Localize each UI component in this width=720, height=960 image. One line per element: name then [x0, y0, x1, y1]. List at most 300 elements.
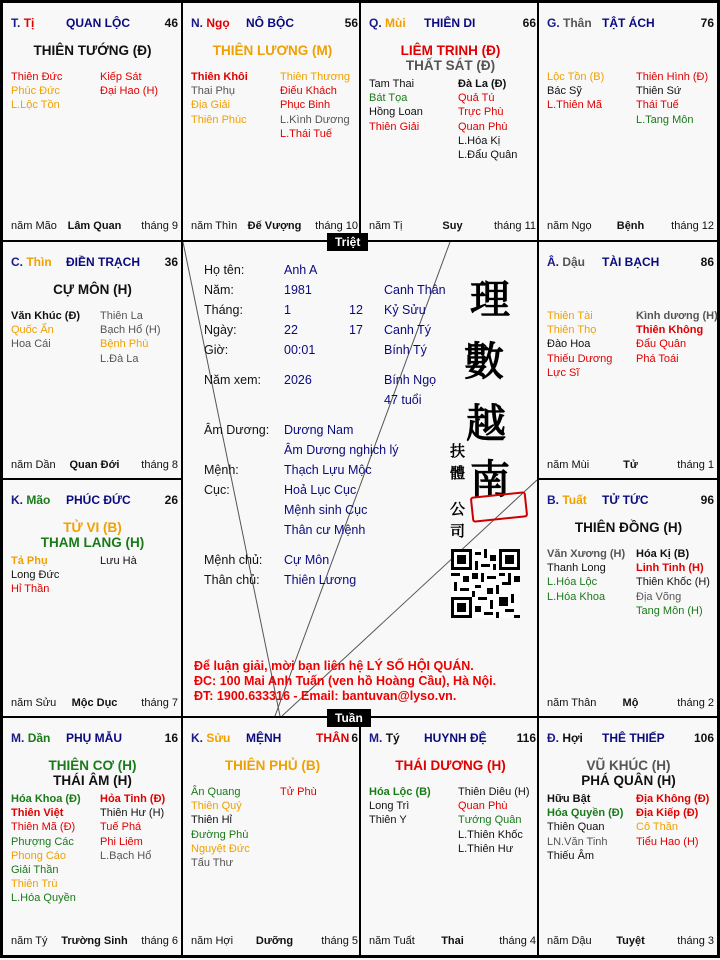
contact-block [194, 659, 496, 704]
tuan-tag: Tuần [327, 709, 371, 727]
palace-header [369, 731, 536, 747]
palace-footer [191, 220, 358, 234]
branch-label [11, 255, 52, 269]
minor-star: Ân Quang [191, 786, 241, 798]
main-stars [539, 758, 718, 788]
palace-header [11, 493, 178, 509]
minor-star: Quan Phù [458, 800, 508, 813]
minor-star: Tả Phụ [11, 555, 48, 567]
minor-star: Giải Thần [11, 864, 59, 877]
seal-char-3: 公 [450, 500, 466, 518]
main-star: CỰ MÔN (H) [53, 282, 132, 297]
palace-footer [11, 935, 178, 949]
minor-star: Hỉ Thần [11, 583, 50, 596]
minor-star: Đẩu Quân [636, 338, 687, 351]
minor-star: Thai Phụ [191, 85, 236, 98]
contact-line-1: Để luận giải, mời bạn liên hệ LÝ SỐ HỘI QUÁN. [194, 659, 474, 673]
month-label: tháng 8 [141, 459, 178, 471]
branch-name: Dậu [562, 255, 586, 269]
palace-name: MỆNH [246, 731, 282, 745]
main-star: THÁI DƯƠNG (H) [395, 758, 506, 773]
minor-star: Thiên Trù [11, 878, 58, 891]
main-star: TỬ VI (B) [63, 520, 122, 535]
minor-star: Đại Hao (H) [100, 85, 159, 98]
main-star: THÁI ÂM (H) [53, 773, 132, 788]
branch-stem: B. [547, 493, 559, 507]
minor-star: Lưu Hà [100, 555, 137, 567]
minor-star: Trực Phù [458, 106, 504, 119]
menh-chu-value: Cự Môn [284, 553, 330, 567]
branch-stem: T. [11, 16, 21, 30]
calligraphy-char-4: 南 [470, 456, 510, 503]
palace-name: ĐIỀN TRẠCH [66, 255, 140, 269]
branch-label [547, 731, 583, 745]
minor-star: Văn Xương (H) [547, 548, 626, 560]
than-chu-label: Thân chủ: [204, 573, 260, 587]
minor-star: L.Hóa Quyền [11, 892, 76, 905]
minor-star: Tử Phù [280, 786, 317, 798]
age-number: 16 [164, 731, 178, 745]
menh-value: Thạch Lựu Mộc [284, 463, 372, 477]
palace-header [547, 731, 714, 747]
nam-xem-label: Năm xem: [204, 373, 261, 387]
branch-label [11, 16, 34, 30]
minor-star: Hữu Bật [547, 793, 591, 805]
minor-star: Thiên La [100, 310, 143, 322]
palace-footer [547, 459, 714, 473]
minor-star: Lộc Tồn (B) [547, 71, 605, 83]
minor-stars-left [11, 792, 81, 906]
palace-cell[interactable] [183, 3, 362, 240]
minor-star: Thiên Mã (Đ) [11, 821, 76, 834]
minor-star: L.Hóa Khoa [547, 590, 606, 603]
branch-label [191, 16, 230, 30]
minor-star: Thiên Hư (H) [100, 807, 165, 820]
minor-star: Linh Tinh (H) [636, 562, 704, 575]
palace-name: NÔ BỘC [246, 16, 294, 30]
palace-cell[interactable] [539, 242, 718, 479]
minor-star: Thiên Việt [11, 807, 64, 820]
ngay-duong-value: 17 [349, 323, 363, 337]
minor-stars-left [547, 70, 604, 113]
palace-cell[interactable] [3, 3, 182, 240]
minor-star: L.Thái Tuế [280, 127, 332, 140]
minor-star: Phong Cáo [11, 849, 67, 862]
main-star: THẤT SÁT (Đ) [405, 58, 496, 73]
palace-header [191, 731, 358, 747]
thang-am-value: 1 [284, 303, 291, 317]
minor-stars-left [11, 554, 59, 597]
minor-star: L.Kình Dương [280, 113, 350, 126]
minor-star: Đà La (Đ) [458, 78, 507, 90]
nam-can-value: Canh Thân [384, 283, 446, 297]
minor-stars-right [100, 70, 158, 98]
palace-header [11, 731, 178, 747]
palace-footer [547, 697, 714, 711]
branch-label [11, 493, 50, 507]
nam-label: Năm: [204, 283, 234, 297]
gio-label: Giờ: [204, 343, 229, 357]
minor-stars-right [280, 785, 317, 799]
branch-label [369, 731, 400, 745]
palace-cell[interactable] [361, 718, 540, 955]
minor-stars-left [547, 547, 625, 604]
main-star: THIÊN CƠ (H) [48, 758, 137, 773]
minor-star: Nguyệt Đức [191, 842, 250, 855]
palace-footer [547, 220, 714, 234]
am-duong-label: Âm Dương: [204, 423, 270, 437]
minor-stars-right [100, 792, 165, 863]
minor-star: Thiên Thương [280, 71, 351, 83]
palace-cell[interactable] [539, 480, 718, 717]
minor-star: Tiểu Hao (H) [636, 835, 699, 848]
minor-stars-left [191, 70, 248, 127]
main-stars [361, 43, 540, 73]
branch-stem: Đ. [547, 731, 559, 745]
minor-star: Đường Phù [191, 828, 249, 841]
minor-star: Cô Thần [636, 821, 678, 834]
palace-name-2: THÂN [316, 731, 350, 745]
minor-stars-left [369, 785, 431, 828]
calligraphy-char-3: 越 [466, 400, 506, 447]
minor-star: Thiên Khốc (H) [636, 576, 710, 589]
branch-name: Mùi [385, 16, 406, 30]
year-label: năm Sửu [11, 697, 57, 709]
minor-star: Điếu Khách [280, 85, 337, 98]
phase-label: Quan Đới [69, 459, 120, 471]
branch-stem: K. [191, 731, 203, 745]
thang-duong-value: 12 [349, 303, 363, 317]
branch-label [369, 16, 406, 30]
minor-stars-right [458, 77, 517, 162]
minor-star: L.Tang Môn [636, 113, 694, 126]
minor-star: Thiếu Dương [547, 352, 613, 365]
year-label: năm Mão [11, 220, 57, 232]
age-number: 56 [344, 16, 358, 30]
month-label: tháng 6 [141, 935, 178, 947]
month-label: tháng 4 [499, 935, 536, 947]
branch-label [191, 731, 230, 745]
phase-label: Suy [442, 220, 463, 232]
minor-star: Long Đức [11, 569, 60, 582]
month-label: tháng 7 [141, 697, 178, 709]
main-stars [3, 758, 182, 788]
qr-code[interactable] [451, 549, 520, 618]
palace-header [547, 255, 714, 271]
palace-footer [191, 935, 358, 949]
palace-cell[interactable] [539, 3, 718, 240]
minor-star: L.Bạch Hổ [100, 849, 152, 862]
minor-star: Hóa Kị (B) [636, 548, 690, 560]
minor-star: Thiên Thọ [547, 324, 597, 337]
phase-label: Bệnh [616, 220, 645, 232]
palace-header [547, 493, 714, 509]
am-duong-value-1: Dương Nam [284, 423, 354, 437]
palace-cell[interactable] [183, 718, 362, 955]
minor-star: Bạch Hổ (H) [100, 324, 161, 337]
thang-can-value: Kỷ Sửu [384, 303, 426, 317]
cuc-label: Cục: [204, 483, 230, 497]
palace-header [369, 16, 536, 32]
palace-cell[interactable] [3, 718, 182, 955]
minor-star: Phá Toái [636, 352, 679, 365]
minor-stars-right [100, 309, 161, 366]
minor-star: Phúc Đức [11, 85, 60, 98]
minor-star: Kiếp Sát [100, 71, 142, 83]
minor-star: Phục Binh [280, 99, 331, 112]
month-label: tháng 10 [315, 220, 358, 232]
minor-star: Thiên Khôi [191, 71, 248, 83]
ngay-am-value: 22 [284, 323, 298, 337]
tuoi-value: 47 tuổi [384, 393, 422, 407]
phase-label: Thai [441, 935, 464, 947]
minor-star: Lực Sĩ [547, 366, 580, 379]
minor-star: L.Hóa Kị [458, 134, 501, 147]
phase-label: Tuyệt [616, 935, 645, 947]
palace-name: TỬ TỨC [602, 493, 649, 507]
branch-stem: C. [11, 255, 23, 269]
contact-line-3[interactable]: ĐT: 1900.633316 - Email: bantuvan@lyso.vn. [194, 689, 457, 703]
age-number: 76 [700, 16, 714, 30]
minor-star: Quan Phù [458, 120, 508, 133]
palace-name: HUYNH ĐỆ [424, 731, 487, 745]
minor-star: Hoa Cái [11, 338, 51, 351]
main-star: THIÊN PHỦ (B) [224, 758, 321, 773]
minor-star: Địa Võng [636, 590, 682, 603]
ho-ten-value: Anh A [284, 263, 318, 277]
branch-stem: M. [369, 731, 383, 745]
branch-label [11, 731, 50, 745]
main-star: THIÊN TƯỚNG (Đ) [33, 43, 152, 58]
minor-star: Quốc Ấn [11, 324, 54, 337]
branch-stem: K. [11, 493, 23, 507]
main-stars [3, 43, 182, 58]
year-label: năm Thìn [191, 220, 238, 232]
minor-star: Hóa Quyền (Đ) [547, 807, 624, 820]
nam-xem-can-value: Bính Ngọ [384, 373, 437, 387]
minor-star: Thanh Long [547, 562, 606, 575]
branch-stem: Â. [547, 255, 559, 269]
minor-star: Thiên Đức [11, 71, 63, 83]
branch-stem: N. [191, 16, 203, 30]
month-label: tháng 1 [677, 459, 714, 471]
minor-star: Tuế Phá [100, 821, 142, 834]
minor-star: Thiên Diêu (H) [458, 786, 530, 798]
year-label: năm Dần [11, 459, 56, 471]
gio-can-value: Bính Tý [384, 343, 427, 357]
minor-star: Thiên Giải [369, 120, 420, 133]
palace-footer [11, 459, 178, 473]
branch-name: Tuất [562, 493, 587, 507]
age-number: 36 [164, 255, 178, 269]
age-number: 6 [351, 731, 358, 745]
palace-name: TẬT ÁCH [602, 16, 655, 30]
palace-header [547, 16, 714, 32]
phase-label: Mộc Dục [71, 697, 118, 709]
cuc-value-2: Mệnh sinh Cục [284, 503, 368, 517]
age-number: 96 [700, 493, 714, 507]
branch-name: Tý [385, 731, 400, 745]
month-label: tháng 9 [141, 220, 178, 232]
minor-stars-right [636, 792, 709, 849]
palace-footer [369, 935, 536, 949]
minor-star: Thái Tuế [636, 99, 679, 112]
palace-footer [11, 220, 178, 234]
minor-star: Hồng Loan [369, 106, 423, 119]
minor-star: Thiên Quý [191, 800, 242, 813]
branch-name: Thìn [26, 255, 52, 269]
minor-star: Bác Sỹ [547, 85, 582, 98]
year-label: năm Thân [547, 697, 597, 709]
minor-star: Văn Khúc (Đ) [11, 310, 81, 322]
ngay-label: Ngày: [204, 323, 237, 337]
minor-star: Địa Không (Đ) [636, 793, 710, 805]
minor-star: Tam Thai [369, 78, 415, 90]
minor-star: Thiên Y [369, 814, 407, 827]
year-label: năm Hợi [191, 935, 234, 947]
phase-label: Tử [623, 459, 638, 471]
triet-tag: Triệt [327, 233, 368, 251]
palace-cell[interactable] [361, 3, 540, 240]
minor-stars-left [547, 792, 623, 863]
cuc-value-1: Hoả Lục Cục [284, 483, 357, 497]
branch-name: Hợi [562, 731, 583, 745]
thang-label: Tháng: [204, 303, 243, 317]
phase-label: Trường Sinh [61, 935, 128, 947]
minor-star: Phượng Các [11, 835, 74, 848]
month-label: tháng 2 [677, 697, 714, 709]
palace-footer [547, 935, 714, 949]
main-stars [183, 758, 362, 773]
palace-name: PHỤ MẪU [66, 731, 122, 745]
minor-star: Bát Tọa [369, 92, 408, 105]
minor-star: LN.Văn Tinh [547, 835, 608, 848]
branch-name: Sửu [206, 731, 231, 745]
palace-header [191, 16, 358, 32]
minor-star: Tướng Quân [458, 814, 522, 827]
palace-header [11, 255, 178, 271]
minor-star: Địa Kiếp (Đ) [636, 807, 699, 820]
than-chu-value: Thiên Lương [284, 573, 357, 587]
palace-cell[interactable] [3, 242, 182, 479]
minor-stars-right [636, 309, 718, 366]
year-label: năm Mùi [547, 459, 590, 471]
year-label: năm Dậu [547, 935, 592, 947]
minor-star: Tang Môn (H) [636, 604, 703, 617]
minor-star: Thiên Tài [547, 310, 593, 322]
age-number: 46 [164, 16, 178, 30]
minor-star: Tấu Thư [191, 857, 234, 870]
branch-label [547, 16, 592, 30]
minor-star: Thiên Không [636, 324, 704, 337]
main-star: VŨ KHÚC (H) [586, 758, 671, 773]
year-label: năm Tuất [369, 935, 415, 947]
branch-name: Dần [27, 731, 51, 745]
minor-star: Thiếu Âm [547, 849, 595, 862]
branch-stem: Q. [369, 16, 382, 30]
age-number: 86 [700, 255, 714, 269]
minor-stars-right [636, 547, 710, 618]
phase-label: Đế Vượng [247, 220, 302, 232]
branch-name: Tị [23, 16, 35, 30]
nam-xem-value: 2026 [284, 373, 312, 387]
main-stars [183, 43, 362, 58]
minor-star: Thiên Phúc [191, 113, 247, 126]
main-star: THAM LANG (H) [40, 535, 145, 550]
minor-stars-left [547, 309, 612, 380]
year-label: năm Ngọ [547, 220, 592, 232]
month-label: tháng 12 [671, 220, 714, 232]
branch-stem: M. [11, 731, 25, 745]
palace-footer [11, 697, 178, 711]
minor-star: Quả Tú [458, 92, 495, 105]
branch-name: Thân [563, 16, 592, 30]
palace-footer [369, 220, 536, 234]
month-label: tháng 5 [321, 935, 358, 947]
branch-label [547, 493, 587, 507]
palace-name: THÊ THIẾP [602, 731, 665, 745]
seal-char-4: 司 [450, 522, 466, 540]
minor-star: Phi Liêm [100, 835, 143, 848]
minor-stars-right [458, 785, 530, 856]
month-label: tháng 11 [493, 220, 536, 232]
minor-star: Hỏa Tinh (Đ) [100, 793, 166, 805]
branch-name: Ngọ [206, 16, 230, 30]
ngay-can-value: Canh Tý [384, 323, 432, 337]
minor-star: Kình dương (H) [636, 310, 718, 322]
calligraphy-char-2: 數 [464, 338, 504, 385]
palace-cell[interactable] [539, 718, 718, 955]
age-number: 26 [164, 493, 178, 507]
menh-chu-label: Mệnh chủ: [204, 553, 263, 567]
phase-label: Dưỡng [255, 935, 294, 947]
minor-star: Thiên Sứ [636, 85, 682, 98]
branch-stem: G. [547, 16, 560, 30]
minor-star: Hóa Lộc (B) [369, 786, 431, 798]
minor-star: Đào Hoa [547, 338, 591, 351]
phase-label: Lâm Quan [67, 220, 122, 232]
palace-name: QUAN LỘC [66, 16, 130, 30]
minor-stars-left [11, 70, 62, 113]
palace-cell[interactable] [3, 480, 182, 717]
age-number: 66 [522, 16, 536, 30]
minor-star: L.Hóa Lộc [547, 576, 598, 589]
minor-star: L.Đẩu Quân [458, 149, 518, 162]
main-star: THIÊN ĐỒNG (H) [574, 520, 683, 535]
cuc-value-3: Thân cư Mệnh [284, 523, 366, 537]
minor-stars-right [280, 70, 350, 141]
month-label: tháng 3 [677, 935, 714, 947]
palace-name: THIÊN DI [424, 16, 476, 30]
main-star: THIÊN LƯƠNG (M) [212, 43, 333, 58]
minor-star: Thiên Hỉ [191, 814, 232, 827]
minor-stars-left [369, 77, 423, 134]
minor-star: Long Trì [369, 800, 410, 813]
palace-name: TÀI BẠCH [602, 255, 660, 269]
palace-name: PHÚC ĐỨC [66, 493, 131, 507]
minor-star: L.Đà La [100, 352, 139, 365]
year-label: năm Tị [369, 220, 403, 232]
gio-value: 00:01 [284, 343, 316, 357]
branch-name: Mão [26, 493, 51, 507]
minor-stars-left [191, 785, 250, 870]
main-stars [539, 520, 718, 535]
minor-star: L.Thiên Hư [458, 842, 514, 855]
minor-star: Địa Giải [191, 99, 231, 112]
main-star: PHÁ QUÂN (H) [581, 773, 676, 788]
contact-line-2: ĐC: 100 Mai Anh Tuấn (ven hồ Hoàng Cầu), Hà Nội. [194, 674, 497, 688]
minor-star: Bệnh Phù [100, 338, 149, 351]
